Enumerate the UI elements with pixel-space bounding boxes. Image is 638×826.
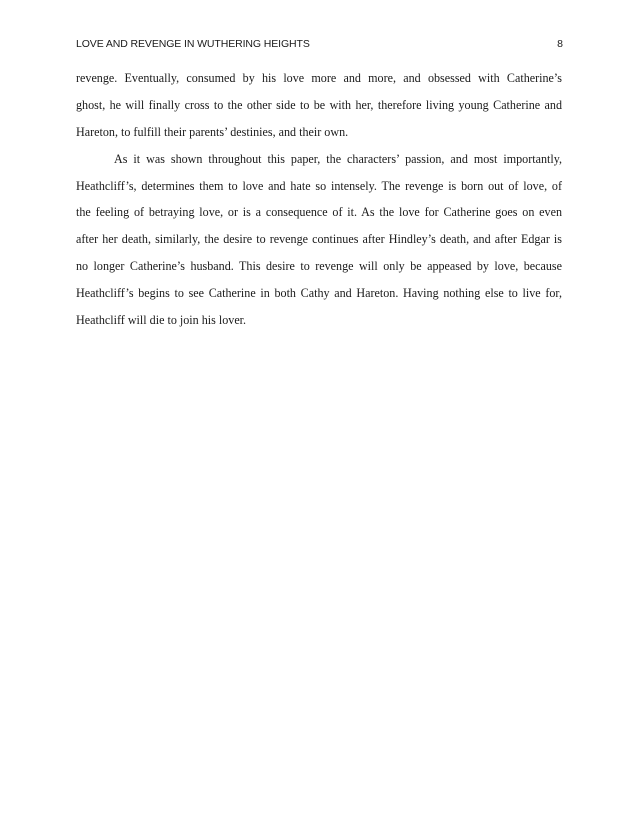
running-title: LOVE AND REVENGE IN WUTHERING HEIGHTS: [76, 38, 310, 50]
page-number: 8: [557, 38, 563, 50]
running-header: [76, 38, 563, 52]
text-line: As it was shown throughout this paper, the characters’ passion, and most importantly,: [114, 151, 562, 166]
body-text: [76, 65, 562, 334]
text-line: ghost, he will finally cross to the other side to be with her, therefore living young Catherine and: [76, 97, 562, 112]
text-line: Heathcliff will die to join his lover.: [76, 313, 247, 328]
text-line: Heathcliff’s begins to see Catherine in both Cathy and Hareton. Having nothing else to live for,: [76, 286, 562, 301]
text-line: Heathcliff’s, determines them to love and hate so intensely. The revenge is born out of love, of: [76, 178, 562, 193]
text-line: Hareton, to fulfill their parents’ destinies, and their own.: [76, 124, 349, 139]
paragraph-2: [76, 146, 562, 334]
paragraph-1: [76, 65, 562, 146]
text-line: no longer Catherine’s husband. This desire to revenge will only be appeased by love, because: [76, 259, 562, 274]
text-line: the feeling of betraying love, or is a consequence of it. As the love for Catherine goes on even: [76, 205, 562, 220]
text-line: after her death, similarly, the desire to revenge continues after Hindley’s death, and after Edgar is: [76, 232, 562, 247]
text-line: revenge. Eventually, consumed by his love more and more, and obsessed with Catherine’s: [76, 71, 562, 85]
